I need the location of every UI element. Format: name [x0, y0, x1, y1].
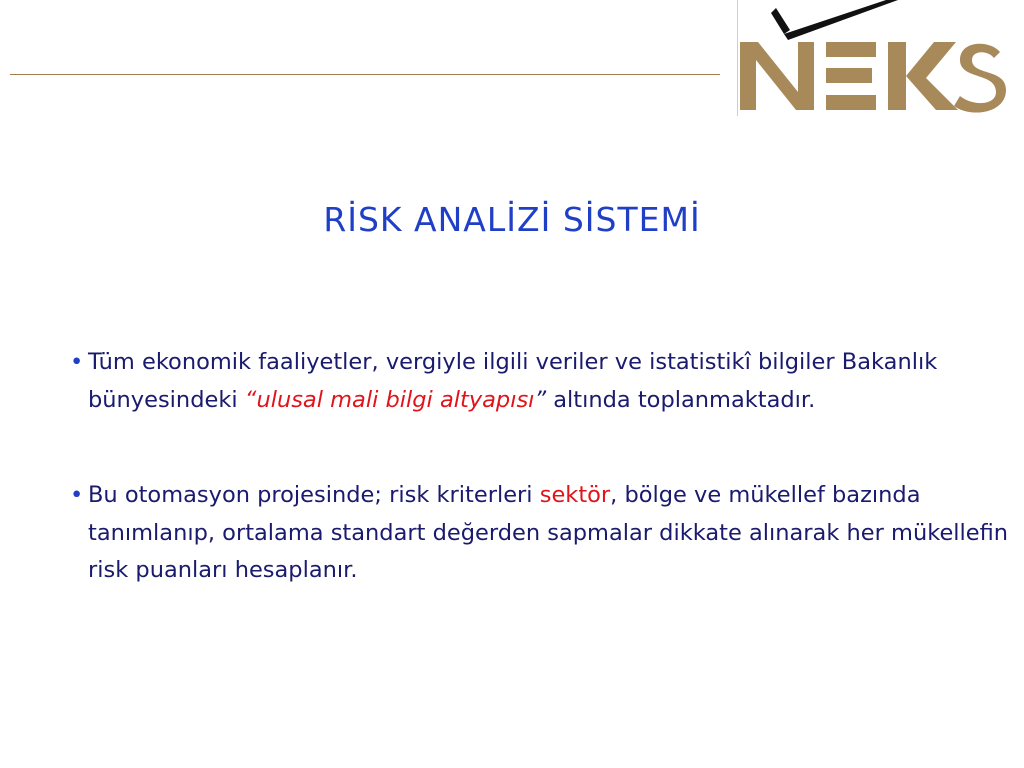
checkmark-icon: [771, 0, 898, 40]
neks-logo: [738, 0, 1008, 116]
page-title: RİSK ANALİZİ SİSTEMİ: [323, 200, 701, 239]
highlight-text: ulusal mali bilgi altyapısı: [256, 386, 535, 413]
bullet-text: Bu otomasyon projesinde; risk kriterleri: [88, 482, 540, 508]
bullet-text: Tüm ekonomik faaliyetler, vergiyle ilgili veriler ve istatistikî bilgiler Bakanlık bünyesindeki: [88, 349, 938, 413]
header-rule: [10, 74, 720, 75]
bullet-text: altında toplanmaktadır.: [546, 386, 816, 413]
bullet-text: , bölge ve mükellef bazında tanımlanıp, ortalama standart değerden sapmalar dikkate alınarak her mükellefin risk puanları hesaplanır.: [88, 482, 1009, 583]
quote-close: ”: [534, 386, 547, 413]
bullet-icon: •: [70, 482, 84, 508]
bullet-list: [70, 344, 1015, 648]
highlight-text: sektör: [539, 482, 611, 508]
logo-text: [738, 116, 739, 117]
bullet-icon: •: [70, 349, 84, 375]
list-item: [70, 477, 1015, 590]
list-item: [70, 344, 1015, 419]
quote-open: “: [244, 386, 257, 413]
